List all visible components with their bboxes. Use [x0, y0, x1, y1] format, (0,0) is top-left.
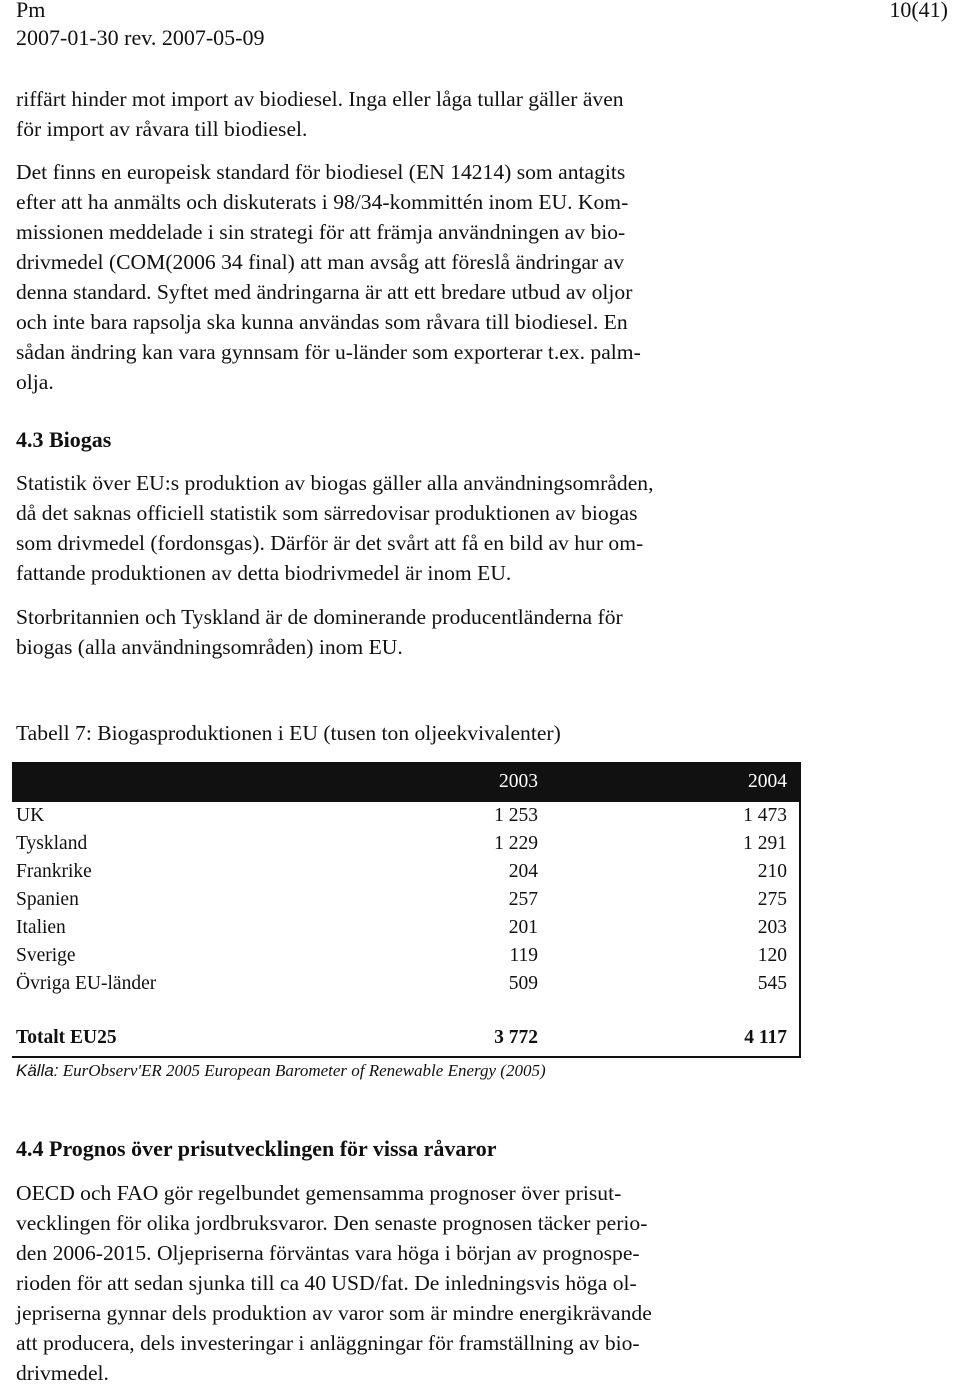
- row-label: UK: [16, 805, 45, 826]
- cell-2003: 257: [508, 889, 538, 910]
- cell-2003: 509: [508, 973, 538, 994]
- paragraph-biogas-producers: Storbritannien och Tyskland är de dominerande producentländerna för biogas (alla användningsområden) inom EU.: [16, 605, 623, 659]
- section-heading-price-forecast: 4.4 Prognos över prisutvecklingen för vissa råvaror: [16, 1136, 497, 1161]
- column-header-2004: 2004: [748, 771, 787, 792]
- source-label: Källa:: [16, 1061, 59, 1080]
- cell-2003: 201: [508, 917, 538, 938]
- row-label: Spanien: [16, 889, 79, 910]
- row-label: Italien: [16, 917, 66, 938]
- table-bottom-rule: [12, 1056, 799, 1058]
- table-row: [12, 802, 799, 830]
- row-label: Sverige: [16, 945, 76, 966]
- cell-2004: 545: [757, 973, 787, 994]
- table-row: [12, 914, 799, 942]
- header-page-number: 10(41): [889, 0, 948, 22]
- source-text: EurObserv'ER 2005 European Barometer of Renewable Energy (2005): [62, 1061, 546, 1080]
- total-2004: 4 117: [744, 1027, 787, 1048]
- cell-2004: 1 473: [743, 805, 787, 826]
- biogas-table: [12, 762, 801, 1058]
- cell-2004: 275: [757, 889, 787, 910]
- cell-2004: 1 291: [743, 833, 787, 854]
- cell-2003: 1 229: [494, 833, 538, 854]
- table-caption: Tabell 7: Biogasproduktionen i EU (tusen ton oljeekvivalenter): [16, 721, 561, 745]
- paragraph-oecd-fao: OECD och FAO gör regelbundet gemensamma prognoser över prisut- vecklingen för olika jordbruksvaror. Den senaste prognosen täcker perio- den 2006-2015. Oljepriserna förväntas vara höga i början av prognospe- rioden för att sedan sjunka till ca 40 USD/fat. De inledningsvis höga ol- jepriserna gynnar dels produktion av varor som är mindre energikrävande att producera, dels investeringar i anläggningar för framställning av bio- drivmedel.: [16, 1181, 652, 1385]
- table-row: [12, 942, 799, 970]
- row-label: Övriga EU-länder: [16, 973, 157, 994]
- cell-2003: 1 253: [494, 805, 538, 826]
- column-header-2003: 2003: [499, 771, 538, 792]
- cell-2004: 120: [757, 945, 787, 966]
- paragraph-biogas-statistics: Statistik över EU:s produktion av biogas gäller alla användningsområden, då det saknas officiell statistik som särredovisar produktionen av biogas som drivmedel (fordonsgas). Därför är det svårt att få en bild av hur om- fattande produktionen av detta biodrivmedel är inom EU.: [16, 471, 654, 585]
- paragraph-import: riffärt hinder mot import av biodiesel. Inga eller låga tullar gäller även för import av råvara till biodiesel.: [16, 87, 624, 141]
- total-2003: 3 772: [494, 1027, 538, 1048]
- cell-2004: 203: [757, 917, 787, 938]
- cell-2003: 119: [509, 945, 538, 966]
- header-dates: 2007-01-30 rev. 2007-05-09: [16, 25, 265, 50]
- row-label: Tyskland: [16, 833, 88, 854]
- table-row: [12, 886, 799, 914]
- table-row: [12, 858, 799, 886]
- section-heading-biogas: 4.3 Biogas: [16, 427, 112, 452]
- row-label: Frankrike: [16, 861, 92, 882]
- table-source: [16, 1059, 546, 1083]
- paragraph-standard: Det finns en europeisk standard för biodiesel (EN 14214) som antagits efter att ha anmälts och diskuterats i 98/34-kommittén inom EU. Kom- missionen meddelade i sin strategi för att främja användningen av bio- drivmedel (COM(2006 34 final) att man avsåg att föreslå ändringar av denna standard. Syftet med ändringarna är att ett bredare utbud av oljor och inte bara rapsolja ska kunna användas som råvara till biodiesel. En sådan ändring kan vara gynnsam för u-länder som exporterar t.ex. palm- olja.: [16, 160, 641, 394]
- table-row: [12, 830, 799, 858]
- cell-2004: 210: [757, 861, 787, 882]
- table-header-row: [12, 762, 799, 802]
- table-row: [12, 970, 799, 998]
- cell-2003: 204: [508, 861, 538, 882]
- total-label: Totalt EU25: [16, 1027, 117, 1048]
- header-doc-type: Pm: [16, 0, 46, 22]
- table-total-row: [12, 1024, 799, 1052]
